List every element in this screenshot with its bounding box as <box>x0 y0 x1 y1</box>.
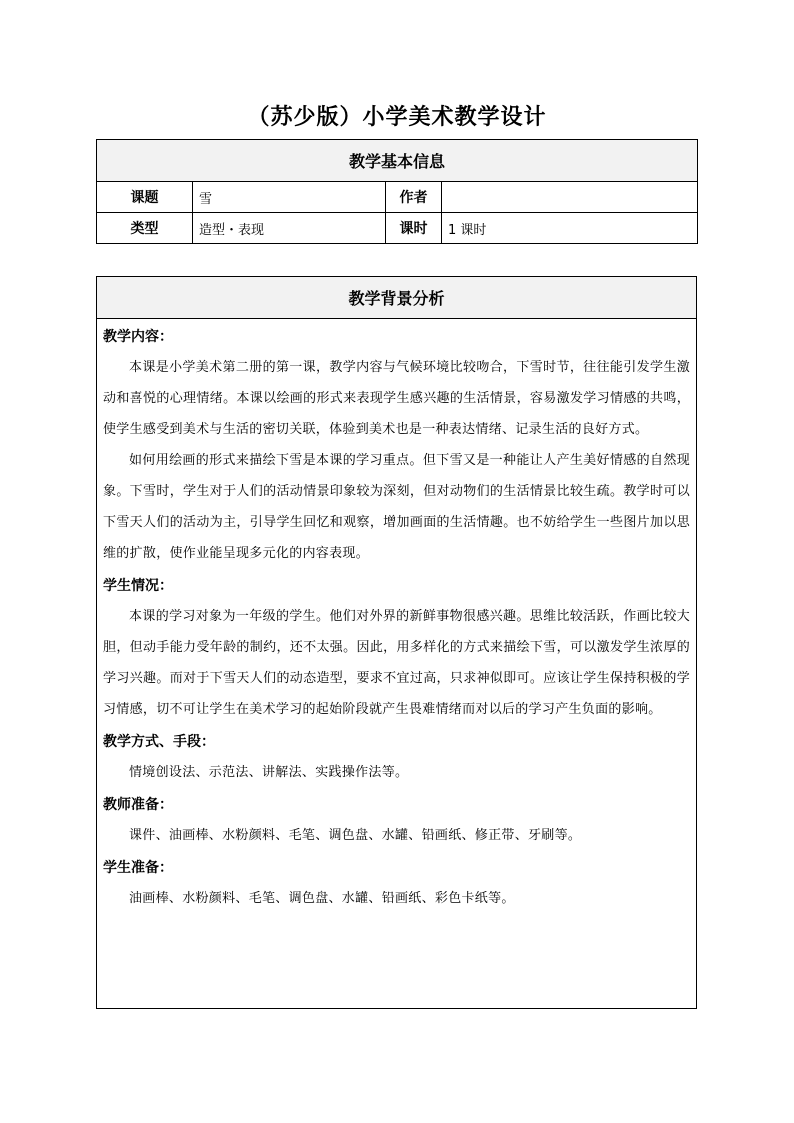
basic-info-table <box>96 139 698 244</box>
background-header: 教学背景分析 <box>97 277 697 319</box>
section-heading-student-prep: 学生准备： <box>103 860 173 876</box>
background-analysis-table <box>96 276 697 1009</box>
section-heading-methods: 教学方式、手段： <box>103 734 215 750</box>
content-paragraph-2: 如何用绘画的形式来描绘下雪是本课的学习重点。但下雪又是一种能让人产生美好情感的自然现象。下雪时，学生对于人们的活动情景印象较为深刻，但对动物们的生活情景比较生疏。教学时可以下雪天人们的活动为主，引导学生回忆和观察，增加画面的生活情趣。也不妨给学生一些图片加以思维的扩散，使作业能呈现多元化的内容表现。 <box>103 453 690 561</box>
section-heading-content: 教学内容： <box>103 329 173 345</box>
type-value: 造型・表现 <box>193 213 386 244</box>
type-label: 类型 <box>97 213 193 244</box>
topic-value: 雪 <box>193 182 386 213</box>
period-label: 课时 <box>386 213 442 244</box>
author-label: 作者 <box>386 182 442 213</box>
student-prep-paragraph: 油画棒、水粉颜料、毛笔、调色盘、水罐、铅画纸、彩色卡纸等。 <box>129 891 515 906</box>
students-paragraph: 本课的学习对象为一年级的学生。他们对外界的新鲜事物很感兴趣。思维比较活跃，作画比较大胆，但动手能力受年龄的制约，还不太强。因此，用多样化的方式来描绘下雪，可以激发学生浓厚的学习兴趣。而对于下雪天人们的动态造型，要求不宜过高，只求神似即可。应该让学生保持积极的学习情感，切不可让学生在美术学习的起始阶段就产生畏难情绪而对以后的学习产生负面的影响。 <box>103 609 690 717</box>
author-value <box>442 182 698 213</box>
content-paragraph-1: 本课是小学美术第二册的第一课，教学内容与气候环境比较吻合，下雪时节，往往能引发学生激动和喜悦的心理情绪。本课以绘画的形式来表现学生感兴趣的生活情景，容易激发学习情感的共鸣，使学生感受到美术与生活的密切关联，体验到美术也是一种表达情绪、记录生活的良好方式。 <box>103 360 690 437</box>
background-content <box>97 319 697 1009</box>
period-value: 1 课时 <box>442 213 698 244</box>
topic-label: 课题 <box>97 182 193 213</box>
teacher-prep-paragraph: 课件、油画棒、水粉颜料、毛笔、调色盘、水罐、铅画纸、修正带、牙刷等。 <box>129 828 582 843</box>
section-heading-students: 学生情况： <box>103 578 173 594</box>
document-title: （苏少版）小学美术教学设计 <box>247 105 547 130</box>
basic-info-header: 教学基本信息 <box>97 140 698 182</box>
methods-paragraph: 情境创设法、示范法、讲解法、实践操作法等。 <box>129 765 409 780</box>
section-heading-teacher-prep: 教师准备： <box>103 797 173 813</box>
